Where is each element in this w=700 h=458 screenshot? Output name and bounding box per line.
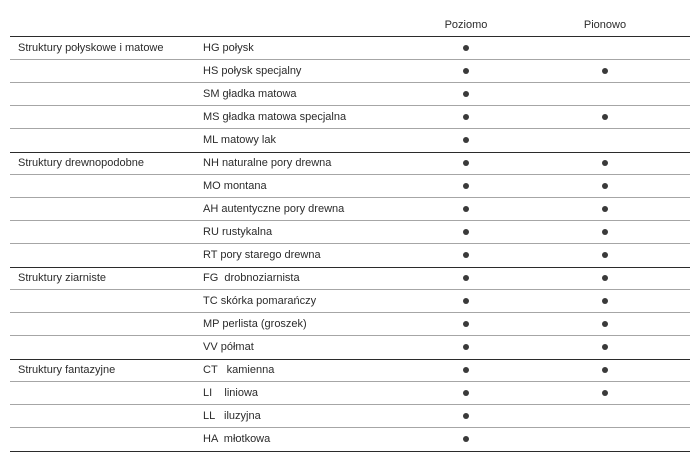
vertical-availability-dot: [602, 160, 608, 166]
horizontal-availability-dot: [463, 367, 469, 373]
vertical-availability-dot: [602, 252, 608, 258]
table-group: [10, 359, 690, 452]
horizontal-availability-dot: [463, 344, 469, 350]
horizontal-availability-dot: [463, 160, 469, 166]
table-row: [10, 152, 690, 175]
horizontal-availability-dot: [463, 206, 469, 212]
table-row: [10, 175, 690, 198]
horizontal-availability-dot: [463, 390, 469, 396]
group-label: Struktury drewnopodobne: [18, 157, 144, 169]
structure-name: SM gładka matowa: [203, 88, 297, 100]
structure-name: HS połysk specjalny: [203, 65, 302, 77]
table-row: [10, 267, 690, 290]
structure-name: MO montana: [203, 180, 267, 192]
structure-name: MP perlista (groszek): [203, 318, 307, 330]
horizontal-availability-dot: [463, 298, 469, 304]
structure-name: HG połysk: [203, 42, 254, 54]
structure-name: LL iluzyjna: [203, 410, 261, 422]
horizontal-availability-dot: [463, 114, 469, 120]
structure-name: NH naturalne pory drewna: [203, 157, 332, 169]
group-label: Struktury fantazyjne: [18, 364, 116, 376]
table-row: [10, 37, 690, 60]
structure-name: FG drobnoziarnista: [203, 272, 300, 284]
structure-name: LI liniowa: [203, 387, 259, 399]
structure-name: ML matowy lak: [203, 134, 276, 146]
horizontal-availability-dot: [463, 321, 469, 327]
table-row: [10, 336, 690, 359]
horizontal-availability-dot: [463, 91, 469, 97]
table-row: [10, 382, 690, 405]
horizontal-availability-dot: [463, 413, 469, 419]
table-row: [10, 83, 690, 106]
vertical-availability-dot: [602, 298, 608, 304]
structure-name: RT pory starego drewna: [203, 249, 321, 261]
table-row: [10, 428, 690, 451]
horizontal-availability-dot: [463, 137, 469, 143]
structure-name: TC skórka pomarańczy: [203, 295, 317, 307]
horizontal-availability-dot: [463, 229, 469, 235]
table-header: [10, 16, 690, 37]
horizontal-availability-dot: [463, 252, 469, 258]
horizontal-availability-dot: [463, 436, 469, 442]
structure-name: HA młotkowa: [203, 433, 271, 445]
header-horizontal: Poziomo: [444, 19, 488, 31]
table-row: [10, 129, 690, 152]
vertical-availability-dot: [602, 390, 608, 396]
structure-name: CT kamienna: [203, 364, 275, 376]
vertical-availability-dot: [602, 275, 608, 281]
vertical-availability-dot: [602, 114, 608, 120]
table-group: [10, 267, 690, 360]
vertical-availability-dot: [602, 206, 608, 212]
vertical-availability-dot: [602, 321, 608, 327]
structure-name: MS gładka matowa specjalna: [203, 111, 347, 123]
table-row: [10, 60, 690, 83]
table-group: [10, 37, 690, 153]
group-label: Struktury ziarniste: [18, 272, 107, 284]
header-vertical: Pionowo: [583, 19, 627, 31]
table-row: [10, 221, 690, 244]
group-label: Struktury połyskowe i matowe: [18, 42, 164, 54]
vertical-availability-dot: [602, 229, 608, 235]
table-row: [10, 244, 690, 267]
table-row: [10, 106, 690, 129]
vertical-availability-dot: [602, 344, 608, 350]
table-row: [10, 405, 690, 428]
vertical-availability-dot: [602, 68, 608, 74]
table-row: [10, 359, 690, 382]
table-row: [10, 198, 690, 221]
table-row: [10, 313, 690, 336]
horizontal-availability-dot: [463, 275, 469, 281]
horizontal-availability-dot: [463, 183, 469, 189]
structure-name: AH autentyczne pory drewna: [203, 203, 345, 215]
table-group: [10, 152, 690, 268]
structure-name: VV półmat: [203, 341, 254, 353]
table-row: [10, 290, 690, 313]
vertical-availability-dot: [602, 183, 608, 189]
vertical-availability-dot: [602, 367, 608, 373]
horizontal-availability-dot: [463, 68, 469, 74]
horizontal-availability-dot: [463, 45, 469, 51]
structure-name: RU rustykalna: [203, 226, 273, 238]
